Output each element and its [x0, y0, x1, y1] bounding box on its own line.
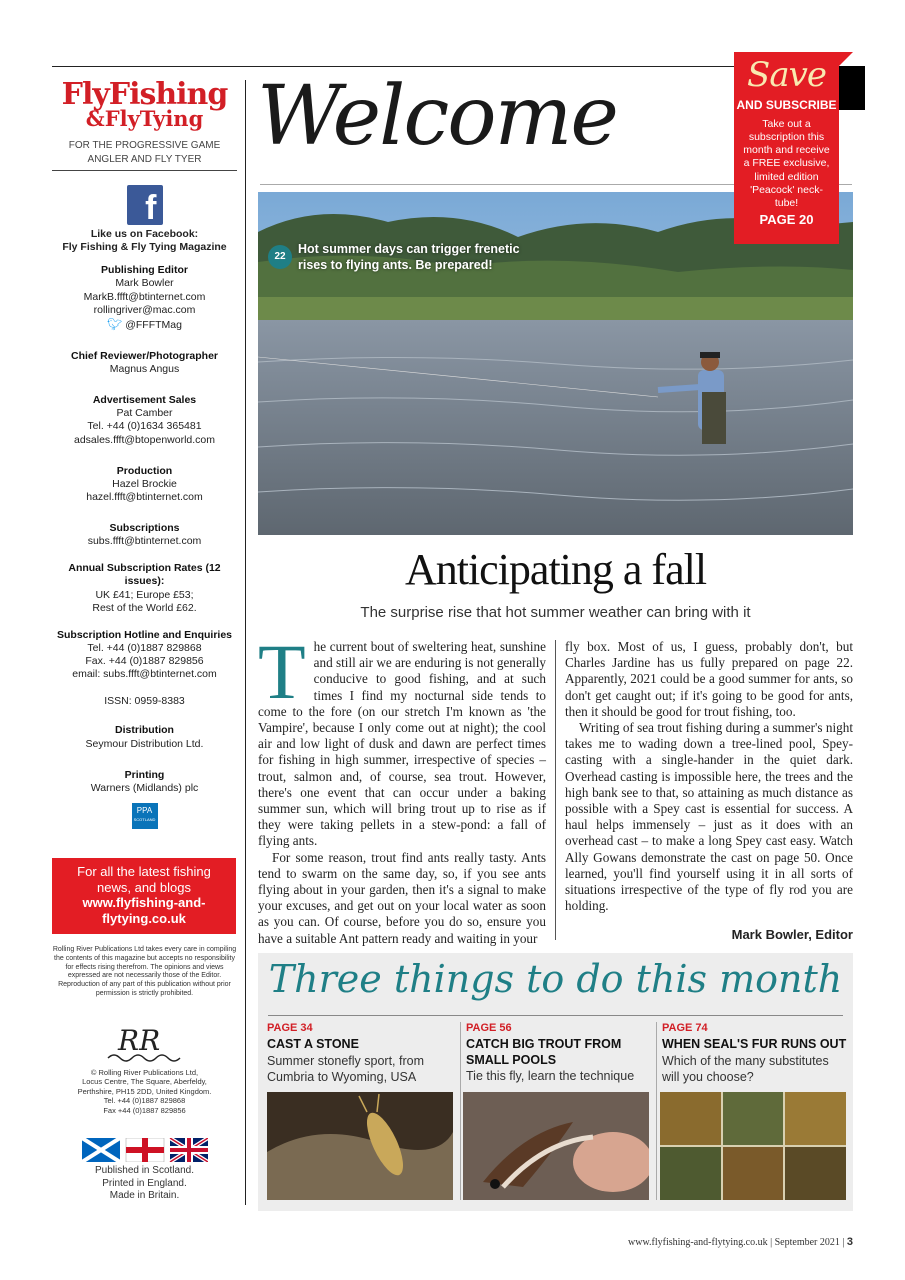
- item-divider: [656, 1022, 657, 1200]
- three-things-title: Three things to do this month: [268, 957, 843, 1001]
- black-tab: [839, 66, 865, 110]
- magazine-logo-sub: &FlyTying: [85, 106, 204, 131]
- staff-advertisement: Advertisement Sales Pat Camber Tel. +44 (0)1634 365481 adsales.ffft@btopenworld.com: [52, 394, 237, 447]
- article-headline: Anticipating a fall: [404, 545, 707, 594]
- article-standfirst: The surprise rise that hot summer weather can bring with it: [360, 604, 751, 621]
- sidebar: [52, 77, 237, 829]
- facebook-icon[interactable]: f: [127, 185, 163, 225]
- tagline: FOR THE PROGRESSIVE GAME ANGLER AND FLY TYER: [68, 140, 221, 165]
- staff-production: Production Hazel Brockie hazel.ffft@btinternet.com: [52, 465, 237, 504]
- rolling-river-logo: [104, 1024, 184, 1064]
- adsales-email[interactable]: adsales.ffft@btopenworld.com: [73, 433, 216, 446]
- item-divider: [460, 1022, 461, 1200]
- page-number-badge[interactable]: 22: [268, 245, 292, 269]
- subscription-hotline: Subscription Hotline and Enquiries Tel. +44 (0)1887 829868 Fax. +44 (0)1887 829856 email: subs.ffft@btinternet.com: [52, 629, 237, 682]
- article-column-2: [565, 639, 853, 914]
- subscribe-promo[interactable]: [734, 52, 839, 244]
- byline: Mark Bowler, Editor: [731, 927, 853, 942]
- paragraph-1: he current bout of sweltering heat, sunshine and still air we are enduring is not generally conducive to good fishing, and at such times I find my nocturnal side tends to come to the fore (on our stretch I'm known as 'the Vampire', because I only come out at night); the cool air and low light of dusk and dawn are perfect times for fishing in high summer, irrespective of species – trout, salmon and, of course, sea trout. However, there's one event that can occur under a baking summer sun, which will bring trout up to rise as if they were taking pellets in a stew-pond: a fall of flying ants.: [258, 639, 546, 849]
- published-in: Published in Scotland. Printed in England. Made in Britain.: [95, 1165, 194, 1201]
- seals-fur-photo: [660, 1092, 846, 1200]
- save-sub: AND SUBSCRIBE: [736, 98, 837, 112]
- save-page: PAGE 20: [759, 211, 814, 227]
- stonefly-photo: [267, 1092, 453, 1200]
- issn: ISSN: 0959-8383: [104, 695, 185, 708]
- staff-subscriptions: Subscriptions subs.ffft@btinternet.com: [52, 522, 237, 548]
- editor-email-2[interactable]: rollingriver@mac.com: [93, 303, 196, 316]
- copyright: © Rolling River Publications Ltd, Locus Centre, The Square, Aberfeldy, Perthshire, PH15 2DD, United Kingdom. Tel. +44 (0)1887 829868 Fax +44 (0)1887 829856: [77, 1068, 212, 1115]
- facebook-text[interactable]: Like us on Facebook: Fly Fishing & Fly Tying Magazine: [62, 228, 227, 254]
- subscriptions-email[interactable]: subs.ffft@btinternet.com: [87, 535, 202, 548]
- paragraph-3: Writing of sea trout fishing during a summer's night takes me to wading down a tree-lined pool, Spey-casting with a single-hander in the quiet dark. Overhead casting is impossible here, the trees and the high bank see to that, so attaining as much distance as possible with a Spey cast is essential for success. A haul helps immensely – just as it does with an overhead cast – to make a long Spey cast easy. Watch Ally Gowans demonstrate the cast on page 50. Once learned, you'll find yourself using it in all sorts of situations irrespective of the type of fly rod you are holding.: [565, 720, 853, 914]
- drop-cap: T: [258, 628, 306, 715]
- sidebar-rule: [245, 80, 246, 1205]
- column-rule: [555, 640, 556, 940]
- save-word: Save: [747, 55, 826, 95]
- feature-item[interactable]: PAGE 74 WHEN SEAL'S FUR RUNS OUT Which of the many substitutes will you choose?: [662, 1022, 847, 1084]
- scotland-flag-icon: [82, 1138, 120, 1162]
- top-rule: [52, 66, 852, 67]
- article-column-1: [258, 628, 546, 947]
- save-body: Take out a subscription this month and receive a FREE exclusive, limited edition 'Peacock' neck-tube!: [743, 118, 830, 209]
- paragraph-2-end: fly box. Most of us, I guess, probably don't, but Charles Jardine has us fully prepared on page 22. Apparently, 2021 could be a good summer for ants, so don't get caught out; if it's going to be good for ants, then it should be good for trout fishing, too.: [565, 639, 853, 719]
- printing: Printing Warners (Midlands) plc: [90, 768, 199, 794]
- editor-email[interactable]: MarkB.ffft@btinternet.com: [83, 290, 206, 303]
- fly-pattern-photo: [463, 1092, 649, 1200]
- twitter-handle[interactable]: 🐦︎ @FFFTMag: [107, 316, 182, 331]
- promo-corner: [839, 52, 853, 66]
- england-flag-icon: [126, 1138, 164, 1162]
- ppa-logo: PPA SCOTLAND: [132, 803, 158, 829]
- welcome-title: Welcome: [257, 69, 617, 164]
- page-number: 3: [846, 1236, 853, 1248]
- feature-item[interactable]: PAGE 56 CATCH BIG TROUT FROM SMALL POOLS Tie this fly, learn the technique: [466, 1022, 635, 1084]
- svg-text:RR: RR: [118, 1024, 161, 1057]
- distribution: Distribution Seymour Distribution Ltd.: [85, 724, 204, 750]
- magazine-logo: FlyFishing: [61, 77, 228, 112]
- staff-chief-reviewer: Chief Reviewer/Photographer Magnus Angus: [70, 349, 219, 375]
- production-email[interactable]: hazel.ffft@btinternet.com: [86, 490, 203, 503]
- three-things-rule: [268, 1015, 843, 1016]
- twitter-icon: 🐦︎: [107, 316, 123, 331]
- feature-item[interactable]: PAGE 34 CAST A STONE Summer stonefly sport, from Cumbria to Wyoming, USA: [267, 1022, 424, 1084]
- paragraph-2-start: For some reason, trout find ants really tasty. Ants tend to swarm on the same day, so, if you see ants flying about in your garden, then it's a signal to make your excuses, and get out on your local water as soon as you can. Of course, before you do so, ensure you have a suitable Ant pattern ready and waiting in your: [258, 849, 546, 946]
- staff-publishing-editor: Publishing Editor Mark Bowler MarkB.ffft@btinternet.com rollingriver@mac.com 🐦︎ @FFFTMag: [52, 264, 237, 332]
- sidebar-divider: [52, 170, 237, 171]
- website-link: www.flyfishing-and-: [82, 895, 206, 911]
- website-promo[interactable]: For all the latest fishing news, and blogs www.flyfishing-and- flytying.co.uk: [52, 858, 236, 934]
- hero-caption: 22 Hot summer days can trigger frenetic rises to flying ants. Be prepared!: [268, 241, 528, 274]
- page-footer: www.flyfishing-and-flytying.co.uk | September 2021 | 3: [628, 1236, 853, 1248]
- union-flag-icon: [170, 1138, 208, 1162]
- subscription-rates: Annual Subscription Rates (12 issues): UK £41; Europe £53; Rest of the World £62.: [68, 562, 221, 614]
- disclaimer: Rolling River Publications Ltd takes every care in compiling the contents of this magazine but accepts no responsibility for effects rising therefrom. The opinions and views expressed are not necessarily those of the Editor. Reproduction of any part of this publication without prior permission is strictly prohibited.: [52, 946, 237, 997]
- hotline-email[interactable]: email: subs.ffft@btinternet.com: [72, 668, 217, 681]
- flags: [82, 1138, 208, 1162]
